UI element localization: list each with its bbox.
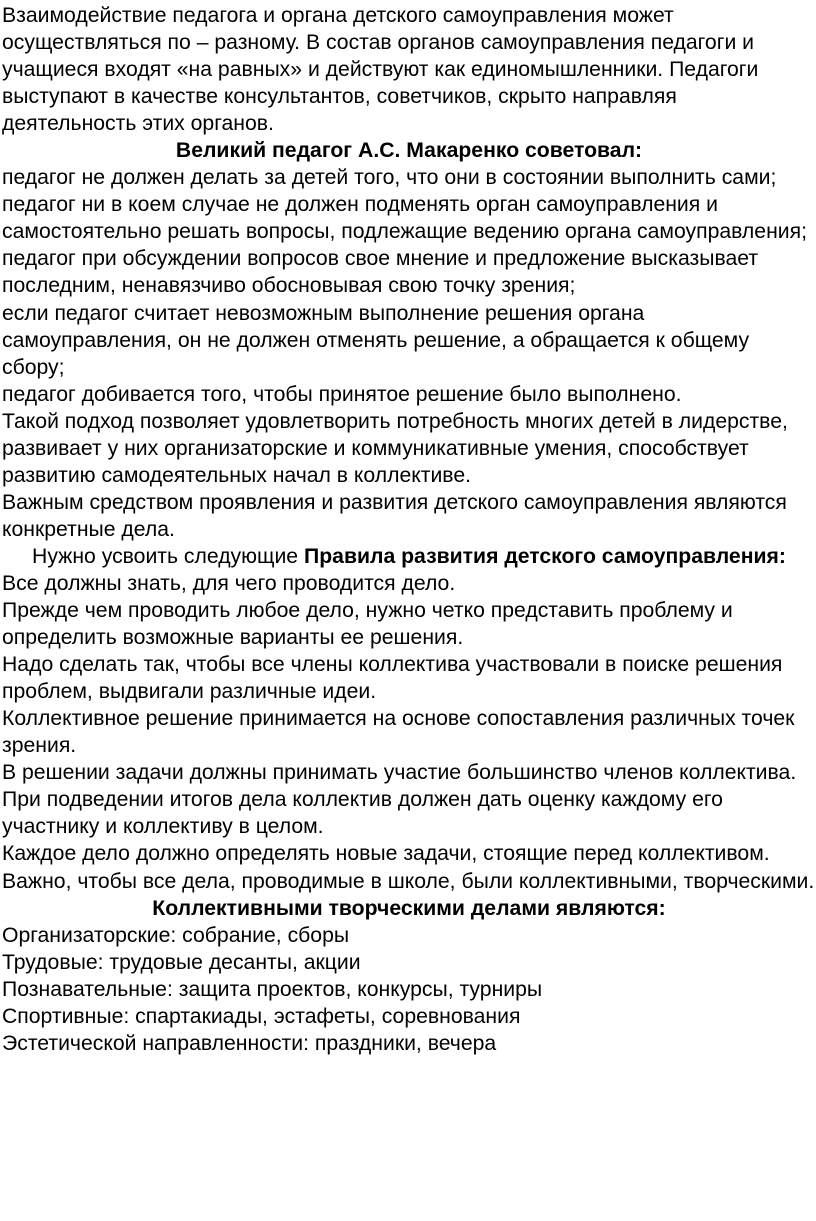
advice-item: педагог не должен делать за детей того, что они в состоянии выполнить сами; — [2, 166, 777, 190]
makarenko-heading: Великий педагог А.С. Макаренко советовал: — [175, 139, 643, 163]
rule-item: Каждое дело должно определять новые задачи, стоящие перед коллективом. — [2, 842, 770, 866]
advice-item: если педагог считает невозможным выполнение решения органа самоуправления, он не должен отменять решение, а обращается к общему сбору; — [2, 301, 750, 379]
intro-paragraph: Взаимодействие педагога и органа детского самоуправления может осуществляться по – разному. В состав органов самоуправления педагоги и учащиеся входят «на равных» и действуют как единомышленники. Педагоги выступают в качестве консультантов, советчиков, скрыто направляя деятельность этих органов. — [2, 4, 759, 136]
advice-item: педагог ни в коем случае не должен подменять орган самоуправления и самостоятельно решать вопросы, подлежащие ведению органа самоуправления; — [2, 193, 807, 244]
rule-item: При подведении итогов дела коллектив должен дать оценку каждому его участнику и коллективу в целом. — [2, 788, 723, 839]
ktd-item: Познавательные: защита проектов, конкурсы, турниры — [2, 977, 543, 1001]
ktd-item: Спортивные: спартакиады, эстафеты, соревнования — [2, 1004, 521, 1028]
approach-paragraph: Такой подход позволяет удовлетворить потребность многих детей в лидерстве, развивает у них организаторские и коммуникативные умения, способствует развитию самодеятельных начал в коллективе. — [2, 409, 788, 487]
rule-item: Важно, чтобы все дела, проводимые в школе, были коллективными, творческими. — [2, 869, 815, 893]
rules-heading: Правила развития детского самоуправления: — [303, 544, 786, 568]
advice-item: педагог при обсуждении вопросов свое мнение и предложение высказывает последним, ненавязчиво обосновывая свою точку зрения; — [2, 247, 759, 298]
means-paragraph: Важным средством проявления и развития детского самоуправления являются конкретные дела. — [2, 490, 787, 541]
rule-item: Все должны знать, для чего проводится дело. — [2, 571, 456, 595]
ktd-heading: Коллективными творческими делами являются: — [152, 896, 666, 920]
ktd-item: Трудовые: трудовые десанты, акции — [2, 950, 361, 974]
ktd-item: Эстетической направленности: праздники, вечера — [2, 1031, 497, 1055]
ktd-item: Организаторские: собрание, сборы — [2, 923, 350, 947]
rules-heading-line — [2, 543, 816, 570]
rule-item: В решении задачи должны принимать участие большинство членов коллектива. — [2, 761, 797, 785]
rule-item: Прежде чем проводить любое дело, нужно четко представить проблему и определить возможные варианты ее решения. — [2, 599, 733, 650]
advice-item: педагог добивается того, чтобы принятое решение было выполнено. — [2, 382, 682, 406]
rules-lead-text: Нужно усвоить следующие — [32, 544, 304, 568]
rule-item: Надо сделать так, чтобы все члены коллектива участвовали в поиске решения проблем, выдвигали различные идеи. — [2, 653, 783, 704]
rule-item: Коллективное решение принимается на основе сопоставления различных точек зрения. — [2, 707, 795, 758]
